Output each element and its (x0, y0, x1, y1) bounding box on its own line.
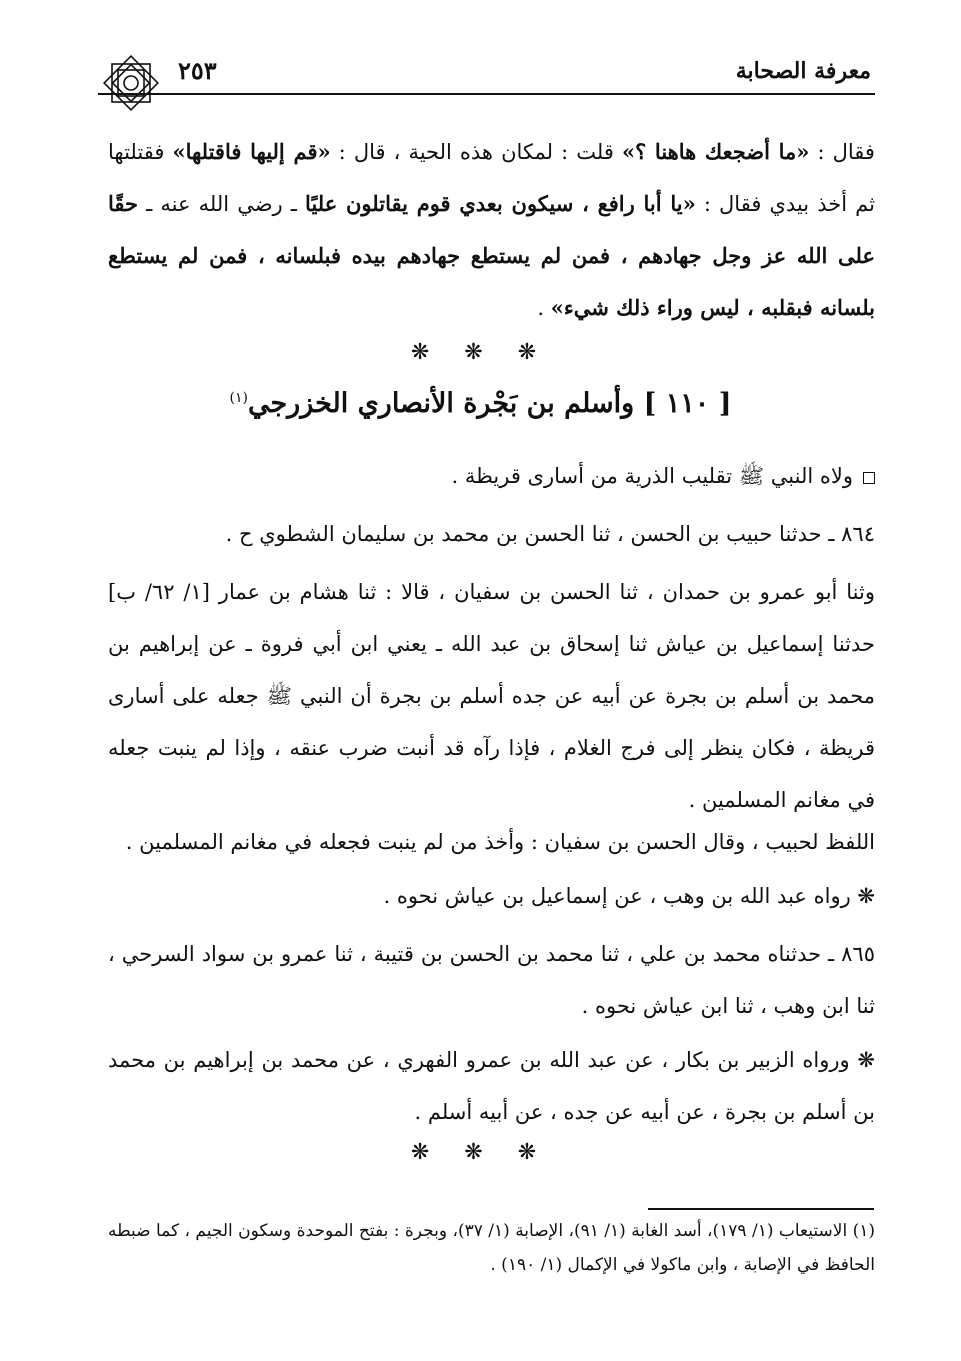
section-title (0, 388, 961, 419)
square-bullet-icon (863, 472, 875, 484)
prophet-quote-3: «يا أبا رافع ، سيكون بعدي قوم يقاتلون عليًا (305, 191, 696, 216)
prophet-quote-1: «ما أضجعك هاهنا ؟» (621, 139, 810, 164)
note-text: ولاه النبي ﷺ تقليب الذرية من أسارى قريظة . (451, 464, 853, 488)
footnote-rule (648, 1208, 874, 1210)
footnote: (١) الاستيعاب (١/ ١٧٩)، أسد الغابة (١/ ٩١)، الإصابة (١/ ٣٧)، وبجرة : بفتح الموحدة وسكون الجيم ، كما ضبطه الحافظ في الإصابة ، وابن ماكولا في الإكمال (١/ ١٩٠) . (107, 1221, 875, 1275)
intro-text-5: . (537, 296, 551, 320)
hadith-865: ٨٦٥ ـ حدثناه محمد بن علي ، ثنا محمد بن الحسن بن قتيبة ، ثنا عمرو بن سواد السرحي ، ثنا ابن وهب ، ثنا ابن عياش نحوه . (108, 942, 875, 1018)
prophet-quote-2: «قم إليها فاقتلها» (172, 139, 331, 164)
separator-top: ❋ ❋ ❋ (410, 340, 551, 365)
star-ornament-icon (98, 50, 164, 116)
footnote-reference: (١) (229, 390, 248, 406)
intro-text-4: ـ رضي الله عنه ـ (138, 192, 306, 216)
intro-text-2: قلت : لمكان هذه الحية ، قال : (330, 140, 622, 164)
prophet-quote-4: حقًا على الله عز وجل جهادهم ، فمن لم يستطع جهادهم بيده فبلسانه ، فمن لم يستطع بلسانه فبقلبه ، ليس وراء ذلك شيء» (108, 191, 875, 320)
intro-text-3: فقتلتها ثم أخذ بيدي فقال : (108, 140, 875, 216)
note-line (108, 450, 875, 502)
section-heading: [ ١١٠ ] وأسلم بن بَجْرة الأنصاري الخزرجي (247, 388, 732, 419)
chain-paragraph: وثنا أبو عمرو بن حمدان ، ثنا الحسن بن سفيان ، قالا : ثنا هشام بن عمار [١/ ٦٢/ ب] حدثنا إسماعيل بن عياش ثنا إسحاق بن عبد الله ـ يعني ابن أبي فروة ـ عن إبراهيم بن محمد بن أسلم بن بجرة عن أبيه عن جده أسلم بن بجرة أن النبي ﷺ جعله على أسارى قريظة ، فكان ينظر إلى فرج الغلام ، فإذا رآه قد أنبت ضرب عنقه ، وإذا لم ينبت جعله في مغانم المسلمين . (108, 580, 875, 812)
narration-2: ❋ ورواه الزبير بن بكار ، عن عبد الله بن عمرو الفهري ، عن محمد بن إبراهيم بن محمد بن أسلم بن بجرة ، عن أبيه عن جده ، عن أبيه أسلم . (108, 1048, 875, 1124)
narration-1: ❋ رواه عبد الله بن وهب ، عن إسماعيل بن عياش نحوه . (383, 884, 875, 908)
running-header-title: معرفة الصحابة (735, 58, 871, 84)
intro-paragraph (108, 126, 875, 334)
separator-bottom: ❋ ❋ ❋ (410, 1140, 551, 1165)
hadith-864: ٨٦٤ ـ حدثنا حبيب بن الحسن ، ثنا الحسن بن محمد بن سليمان الشطوي ح . (225, 522, 875, 546)
intro-text-1: فقال : (809, 140, 875, 164)
header-rule (98, 93, 875, 95)
wording-line: اللفظ لحبيب ، وقال الحسن بن سفيان : وأخذ من لم ينبت فجعله في مغانم المسلمين . (125, 830, 875, 854)
page-number: ٢٥٣ (178, 56, 217, 85)
